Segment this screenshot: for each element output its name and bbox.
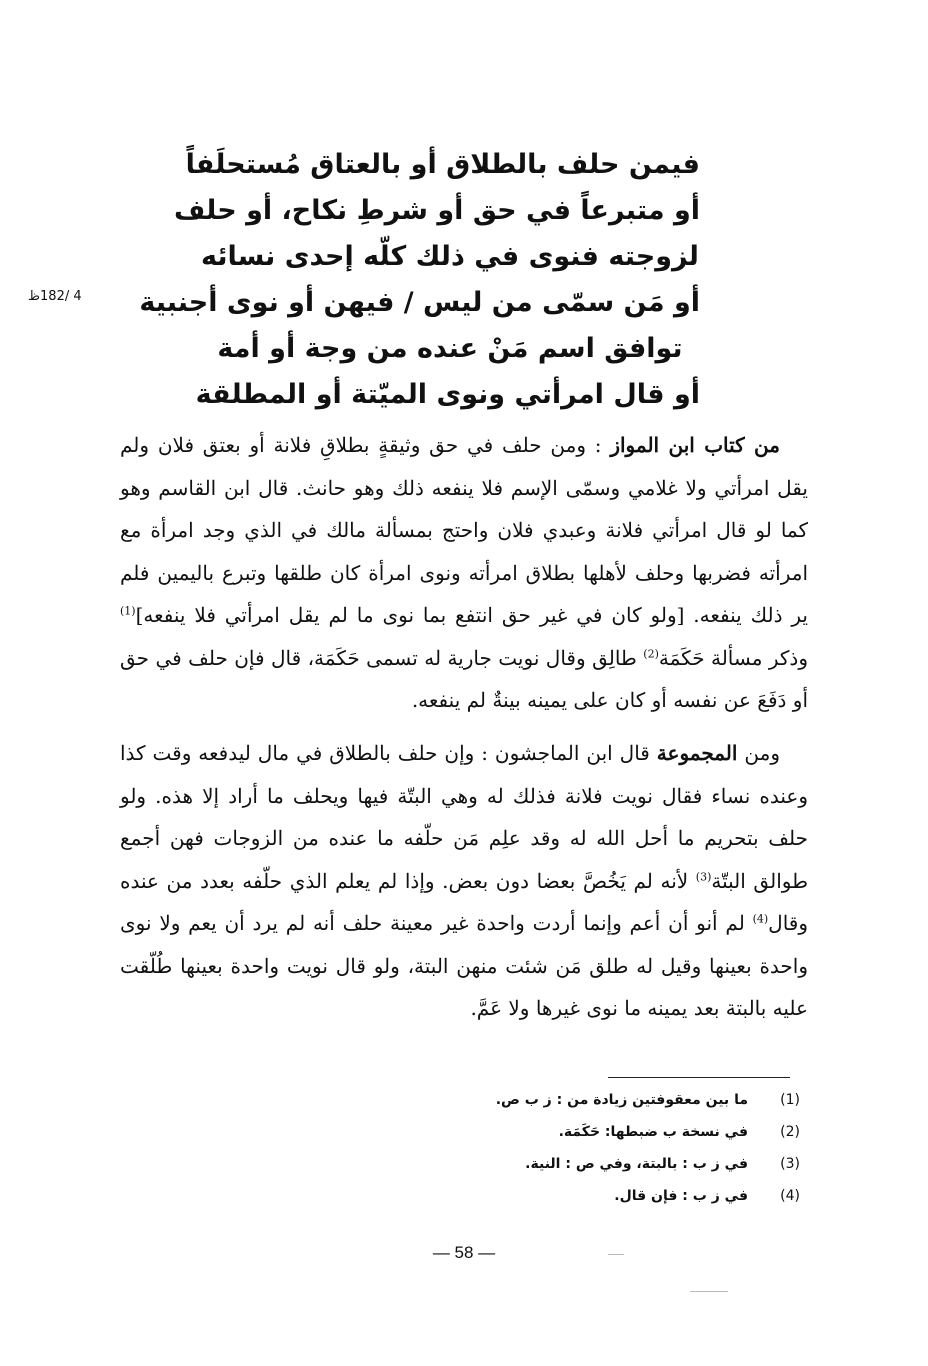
paragraph-ibn-al-mawwaz (120, 424, 808, 722)
footnote-marker[interactable]: (3) (695, 869, 712, 883)
paragraph-text: طالِق وقال نويت جارية له تسمى حَكَمَة، قال فإن حلف في حق أو دَفَعَ عن نفسه أو كان على يمينه بينةٌ لم ينفعه. (120, 645, 808, 712)
verse-line: فيمن حلف بالطلاق أو بالعتاق مُستحلَفاً (185, 149, 700, 180)
verse-heading (139, 142, 700, 418)
footnote-number: (1) (780, 1092, 800, 1108)
footnote-marker[interactable]: (2) (643, 646, 659, 660)
paragraph-text: وذكر مسألة حَكَمَة (658, 645, 808, 670)
paragraph-text: لأنه لم يَخُصَّ بعضا دون بعض. وإذا لم يعلم الذي حلّفه بعدد من عنده وقال (120, 868, 809, 935)
footnote-text: ما بين معقوفتين زيادة من : ز ب ص. (495, 1092, 748, 1108)
footnote-item (360, 1084, 800, 1116)
paragraph-text: لم أنو أن أعم وإنما أردت واحدة غير معينة حلف أنه لم يرد أن يعم ولا نوى واحدة بعينها وقيل له طلق مَن شئت منهن البتة، ولو قال نويت واحدة بعينها طُلّقت عليه بالبتة بعد يمينه ما نوى غيرها ولا عَمَّ. (120, 911, 808, 1020)
paragraph-lead: من كتاب ابن المواز (610, 433, 780, 457)
manuscript-folio-reference: 4 /182ظ (28, 289, 82, 304)
verse-line: أو مَن سمّى من ليس / فيهن أو نوى أجنبية (139, 287, 700, 318)
paragraph-al-majmuah (120, 732, 808, 1030)
scan-mark (690, 1291, 728, 1292)
footnote-text: في ز ب : فإن قال. (614, 1188, 748, 1204)
footnote-number: (2) (780, 1124, 800, 1140)
paragraph-text: ومن (737, 741, 780, 765)
verse-line: أو متبرعاً في حق أو شرطِ نكاح، أو حلف (174, 195, 700, 226)
verse-line: توافق اسم مَنْ عنده من وجة أو أمة (217, 333, 683, 364)
footnote-text: في نسخة ب ضبطها: حَكَمَة. (558, 1124, 748, 1140)
paragraph-lead: المجموعة (656, 741, 738, 765)
footnote-number: (3) (780, 1156, 800, 1172)
paragraph-text: قال ابن الماجشون : وإن حلف بالطلاق في مال ليدفعه وقت كذا وعنده نساء فقال نويت فلانة فذلك له وهي البتّة فيها ويحلف ما أراد إلا هذه. ولو حلف بتحريم ما أحل الله له وقد علِم مَن حلّفه ما عنده من الزوجات فهن أجمع طوالق البتّة (120, 741, 808, 893)
footnote-item (360, 1148, 800, 1180)
footnote-item (360, 1116, 800, 1148)
verse-line: أو قال امرأتي ونوى الميّتة أو المطلقة (195, 379, 700, 410)
footnote-text: في ز ب : بالبتة، وفي ص : النية. (525, 1156, 748, 1172)
scan-mark (608, 1254, 624, 1255)
footnote-item (360, 1180, 800, 1212)
footnote-marker[interactable]: (4) (752, 912, 769, 926)
footnote-number: (4) (780, 1188, 800, 1204)
paragraph-text: : ومن حلف في حق وثيقةٍ بطلاقِ فلانة أو بعتق فلان ولم يقل امرأتي ولا غلامي وسمّى الإسم فلا ينفعه ذلك وهو حانث. قال ابن القاسم وهو كما لو قال امرأتي فلانة وعبدي فلان واحتج بمسألة مالك في الذي وجد امرأة مع امرأته فضربها وحلف لأهلها بطلاق امرأته ونوى امرأة كان طلقها وتبرع باليمين فلم ير ذلك ينفعه. [ولو كان في غير حق انتفع بما نوى ما لم يقل امرأتي فلا ينفعه] (120, 433, 808, 627)
footnote-marker[interactable]: (1) (120, 604, 136, 618)
verse-line: لزوجته فنوى في ذلك كلّه إحدى نسائه (201, 241, 699, 272)
footnotes-list (360, 1084, 800, 1212)
page-number: — 58 — (432, 1243, 496, 1262)
footnote-divider (608, 1077, 790, 1078)
